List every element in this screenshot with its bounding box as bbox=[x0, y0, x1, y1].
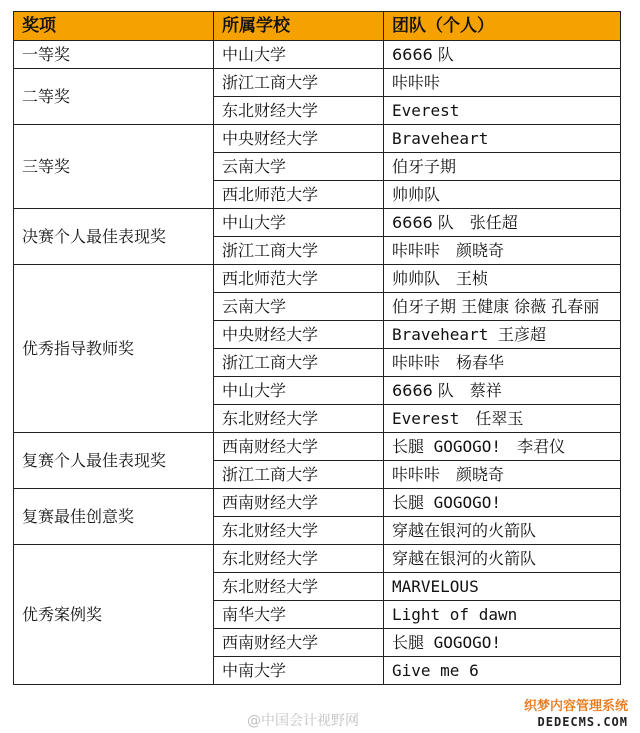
team-cell: 6666 队 张任超 bbox=[384, 209, 621, 237]
dedecms-watermark-domain: DEDECMS.COM bbox=[537, 715, 628, 729]
team-cell: 咔咔咔 颜晓奇 bbox=[384, 237, 621, 265]
team-cell: 6666 队 蔡祥 bbox=[384, 377, 621, 405]
school-cell: 云南大学 bbox=[214, 293, 384, 321]
table-row bbox=[14, 125, 621, 153]
school-cell: 东北财经大学 bbox=[214, 545, 384, 573]
team-cell: 咔咔咔 bbox=[384, 69, 621, 97]
team-cell: 长腿 GOGOGO! bbox=[384, 489, 621, 517]
dedecms-watermark-title: 织梦内容管理系统 bbox=[523, 699, 628, 714]
team-cell: Give me 6 bbox=[384, 657, 621, 685]
header-team: 团队（个人） bbox=[384, 12, 621, 41]
school-cell: 西北师范大学 bbox=[214, 181, 384, 209]
school-cell: 东北财经大学 bbox=[214, 573, 384, 601]
team-cell: Light of dawn bbox=[384, 601, 621, 629]
school-cell: 中山大学 bbox=[214, 377, 384, 405]
table-row bbox=[14, 69, 621, 97]
school-cell: 中央财经大学 bbox=[214, 125, 384, 153]
team-cell: 伯牙子期 bbox=[384, 153, 621, 181]
school-cell: 云南大学 bbox=[214, 153, 384, 181]
team-cell: 帅帅队 bbox=[384, 181, 621, 209]
header-school: 所属学校 bbox=[214, 12, 384, 41]
header-row bbox=[14, 12, 621, 41]
weibo-watermark: @中国会计视野网 bbox=[247, 713, 359, 729]
school-cell: 中山大学 bbox=[214, 209, 384, 237]
school-cell: 西南财经大学 bbox=[214, 489, 384, 517]
school-cell: 浙江工商大学 bbox=[214, 461, 384, 489]
school-cell: 中山大学 bbox=[214, 41, 384, 69]
award-cell: 一等奖 bbox=[14, 41, 214, 69]
school-cell: 东北财经大学 bbox=[214, 97, 384, 125]
team-cell: 6666 队 bbox=[384, 41, 621, 69]
awards-table bbox=[13, 11, 621, 685]
table-row bbox=[14, 41, 621, 69]
team-cell: 长腿 GOGOGO! 李君仪 bbox=[384, 433, 621, 461]
school-cell: 南华大学 bbox=[214, 601, 384, 629]
team-cell: 穿越在银河的火箭队 bbox=[384, 517, 621, 545]
school-cell: 中央财经大学 bbox=[214, 321, 384, 349]
team-cell: 长腿 GOGOGO! bbox=[384, 629, 621, 657]
table-row bbox=[14, 545, 621, 573]
table-row bbox=[14, 209, 621, 237]
school-cell: 东北财经大学 bbox=[214, 405, 384, 433]
team-cell: 咔咔咔 颜晓奇 bbox=[384, 461, 621, 489]
awards-body bbox=[14, 41, 621, 685]
team-cell: MARVELOUS bbox=[384, 573, 621, 601]
table-row bbox=[14, 489, 621, 517]
award-cell: 三等奖 bbox=[14, 125, 214, 209]
team-cell: 帅帅队 王桢 bbox=[384, 265, 621, 293]
team-cell: Everest bbox=[384, 97, 621, 125]
award-cell: 二等奖 bbox=[14, 69, 214, 125]
team-cell: Braveheart bbox=[384, 125, 621, 153]
school-cell: 西南财经大学 bbox=[214, 629, 384, 657]
team-cell: 咔咔咔 杨春华 bbox=[384, 349, 621, 377]
team-cell: Braveheart 王彦超 bbox=[384, 321, 621, 349]
table-row bbox=[14, 265, 621, 293]
header-award: 奖项 bbox=[14, 12, 214, 41]
school-cell: 西南财经大学 bbox=[214, 433, 384, 461]
award-cell: 复赛个人最佳表现奖 bbox=[14, 433, 214, 489]
award-cell: 决赛个人最佳表现奖 bbox=[14, 209, 214, 265]
team-cell: 穿越在银河的火箭队 bbox=[384, 545, 621, 573]
award-cell: 复赛最佳创意奖 bbox=[14, 489, 214, 545]
school-cell: 浙江工商大学 bbox=[214, 349, 384, 377]
school-cell: 浙江工商大学 bbox=[214, 69, 384, 97]
award-cell: 优秀指导教师奖 bbox=[14, 265, 214, 433]
dedecms-watermark bbox=[520, 697, 632, 731]
school-cell: 东北财经大学 bbox=[214, 517, 384, 545]
school-cell: 中南大学 bbox=[214, 657, 384, 685]
school-cell: 浙江工商大学 bbox=[214, 237, 384, 265]
team-cell: Everest 任翠玉 bbox=[384, 405, 621, 433]
award-cell: 优秀案例奖 bbox=[14, 545, 214, 685]
school-cell: 西北师范大学 bbox=[214, 265, 384, 293]
team-cell: 伯牙子期 王健康 徐薇 孔春丽 bbox=[384, 293, 621, 321]
table-row bbox=[14, 433, 621, 461]
